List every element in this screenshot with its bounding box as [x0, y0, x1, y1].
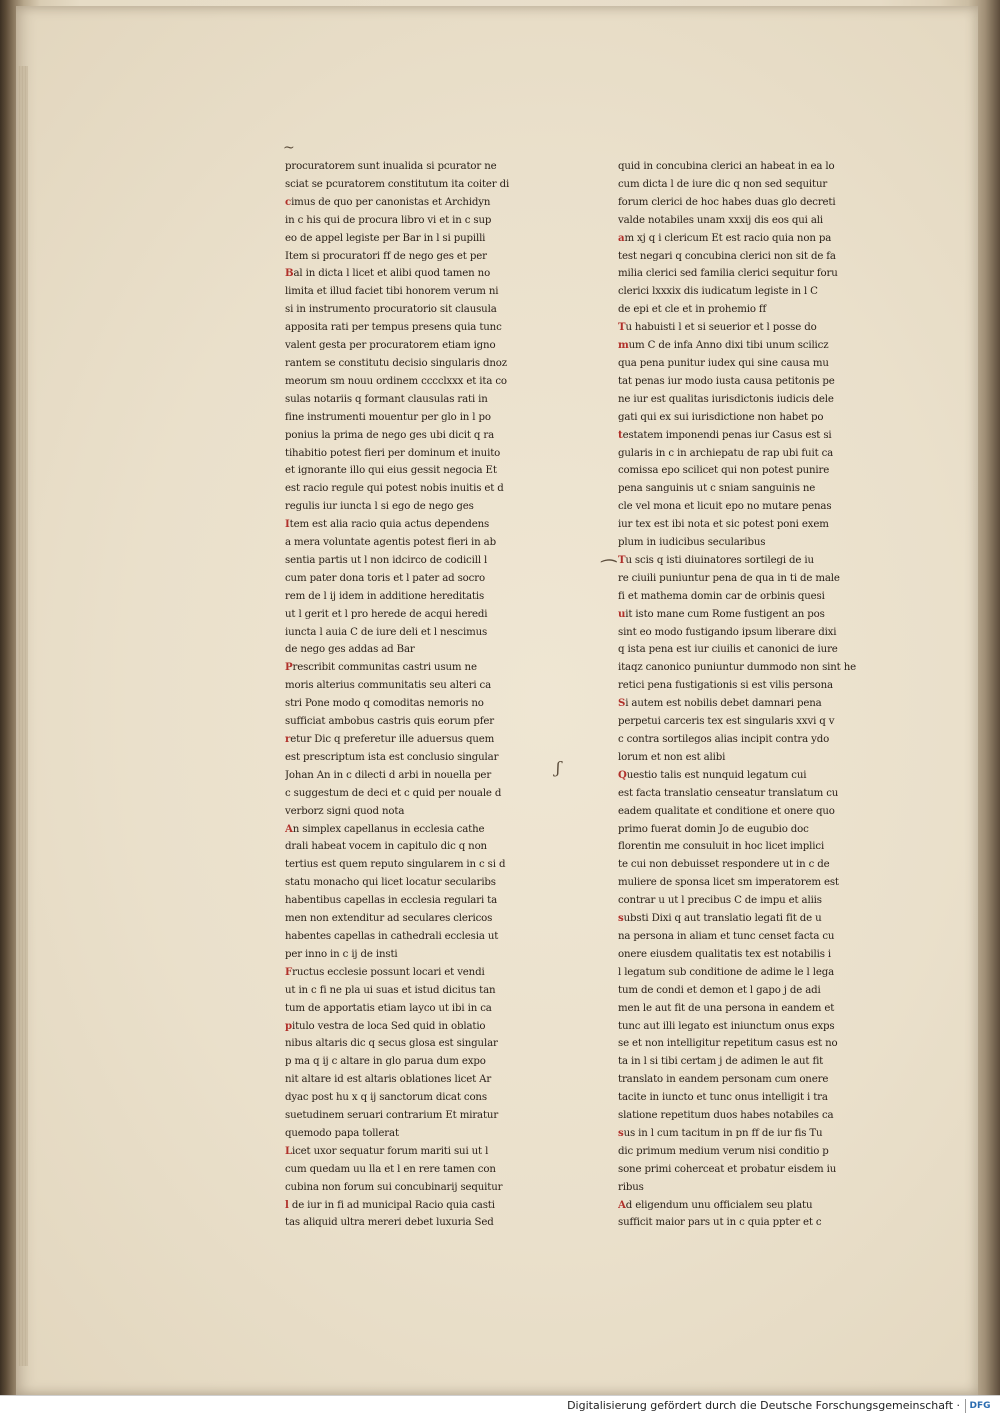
- text-line: retici pena fustigationis si est vilis persona: [618, 680, 833, 692]
- text-line: sus in l cum tacitum in pn ff de iur fis Tu: [618, 1126, 823, 1139]
- text-line: men non extenditur ad seculares clericos: [285, 913, 493, 925]
- text-line: habentes capellas in cathedrali ecclesia ut: [285, 930, 499, 942]
- text-line: nibus altaris dic q secus glosa est singular: [285, 1038, 498, 1050]
- rubric-initial: p: [285, 1019, 292, 1032]
- text-line: moris alterius communitatis seu alteri ca: [285, 680, 492, 692]
- text-line: eo de appel legiste per Bar in l si pupilli: [285, 232, 486, 244]
- text-line: pena sanguinis ut c sniam sanguinis ne: [618, 483, 816, 495]
- rubric-initial: S: [618, 697, 626, 710]
- text-line: in c his qui de procura libro vi et in c sup: [285, 214, 492, 226]
- text-line: regulis iur iuncta l si ego de nego ges: [285, 501, 474, 513]
- left-text-column: [285, 158, 547, 1232]
- rubric-initial: T: [618, 553, 626, 566]
- text-line: l de iur in fi ad municipal Racio quia casti: [285, 1198, 495, 1211]
- text-line: de nego ges addas ad Bar: [285, 644, 415, 656]
- rubric-initial: s: [618, 1126, 624, 1139]
- text-line: meorum sm nouu ordinem cccclxxx et ita co: [285, 375, 507, 387]
- text-line: habentibus capellas in ecclesia regulari ta: [285, 895, 498, 907]
- dfg-logo-text: DFG: [969, 1401, 991, 1411]
- text-line: testatem imponendi penas iur Casus est si: [618, 428, 832, 441]
- text-line: quid in concubina clerici an habeat in ea lo: [618, 161, 835, 172]
- text-line: Item si procuratori ff de nego ges et per: [285, 250, 487, 262]
- text-line: clerici lxxxix dis iudicatum legiste in l C: [618, 286, 818, 298]
- rubric-initial: t: [618, 428, 623, 441]
- rubric-initial: I: [285, 518, 290, 531]
- text-line: rem de l ij idem in additione hereditatis: [285, 590, 485, 602]
- text-line: limita et illud faciet tibi honorem verum ni: [285, 286, 499, 298]
- text-line: Si autem est nobilis debet damnari pena: [618, 697, 822, 710]
- text-line: fi et mathema domin car de orbinis quesi: [618, 590, 825, 602]
- text-line: est racio regule qui potest nobis inuitis et d: [285, 483, 504, 495]
- text-line: pitulo vestra de loca Sed quid in oblatio: [285, 1019, 486, 1032]
- text-line: tas aliquid ultra mereri debet luxuria Sed: [285, 1217, 494, 1229]
- text-line: Ad eligendum unu officialem seu platu: [618, 1198, 813, 1211]
- text-line: verborz signi quod nota: [285, 805, 405, 817]
- text-line: cum pater dona toris et l pater ad socro: [285, 572, 485, 584]
- text-line: iur tex est ibi nota et sic potest poni exem: [618, 519, 829, 531]
- rubric-initial: s: [618, 912, 624, 925]
- text-line: procuratorem sunt inualida si pcurator ne: [285, 161, 497, 172]
- text-line: per inno in c ij de insti: [285, 948, 398, 960]
- text-line: p ma q ij c altare in glo parua dum expo: [285, 1056, 486, 1068]
- text-line: tertius est quem reputo singularem in c si d: [285, 859, 506, 871]
- text-line: suetudinem seruari contrarium Et miratur: [285, 1110, 499, 1122]
- text-line: c suggestum de deci et c quid per nouale d: [285, 787, 502, 799]
- text-line: drali habeat vocem in capitulo dic q non: [285, 841, 487, 853]
- text-line: sulas notariis q formant clausulas rati in: [285, 393, 488, 405]
- text-line: gularis in c in archiepatu de rap ubi fuit ca: [618, 447, 834, 459]
- text-line: na persona in aliam et tunc censet facta cu: [618, 930, 835, 942]
- text-line: ta in l si tibi certam j de adimen le aut fit: [618, 1056, 824, 1068]
- rubric-initial: B: [285, 267, 294, 280]
- text-line: cimus de quo per canonistas et Archidyn: [285, 195, 491, 208]
- text-line: tum de apportatis etiam layco ut ibi in ca: [285, 1002, 492, 1014]
- marginal-pen-mark-right: ⁀: [598, 560, 613, 581]
- text-line: q ista pena est iur ciuilis et canonici de iure: [618, 644, 838, 656]
- text-line: cum dicta l de iure dic q non sed sequitur: [618, 178, 828, 190]
- rubric-initial: c: [285, 195, 292, 208]
- text-line: ponius la prima de nego ges ubi dicit q ra: [285, 429, 495, 441]
- text-line: et ignorante illo qui eius gessit negocia Et: [285, 465, 497, 477]
- rubric-initial: Q: [618, 768, 627, 781]
- text-line: muliere de sponsa licet sm imperatorem est: [618, 877, 839, 889]
- text-line: apposita rati per tempus presens quia tunc: [285, 322, 502, 334]
- text-line: a mera voluntate agentis potest fieri in ab: [285, 537, 496, 549]
- text-line: re ciuili puniuntur pena de qua in ti de male: [618, 572, 840, 584]
- text-line: milia clerici sed familia clerici sequitur foru: [618, 268, 838, 280]
- text-line: am xj q i clericum Et est racio quia non pa: [618, 231, 832, 244]
- text-line: cum quedam uu lla et l en rere tamen con: [285, 1163, 496, 1175]
- rubric-initial: A: [285, 822, 293, 835]
- text-line: retur Dic q preferetur ille aduersus quem: [285, 733, 495, 745]
- text-line: primo fuerat domin Jo de eugubio doc: [618, 823, 809, 835]
- text-line: iuncta l auia C de iure deli et l nescimus: [285, 626, 488, 638]
- text-line: sciat se pcuratorem constitutum ita coiter di: [285, 178, 510, 190]
- text-line: sentia partis ut l non idcirco de codicill l: [285, 554, 488, 566]
- rubric-initial: P: [285, 661, 293, 674]
- text-line: ut in c fi ne pla ui suas et istud dicitus tan: [285, 984, 496, 996]
- text-line: Prescribit communitas castri usum ne: [285, 661, 477, 674]
- text-line: comissa epo scilicet qui non potest punire: [618, 465, 830, 477]
- text-line: forum clerici de hoc habes duas glo decreti: [618, 196, 836, 208]
- text-line: onere eiusdem qualitatis tex est notabilis i: [618, 948, 832, 960]
- text-line: contrar u ut l precibus C de impu et aliis: [618, 895, 822, 907]
- page-edge-stack: [18, 66, 28, 1366]
- text-line: sone primi coherceat et probatur eisdem iu: [618, 1163, 837, 1175]
- text-line: plum in iudicibus secularibus: [618, 537, 766, 549]
- text-line: gati qui ex sui iurisdictione non habet po: [618, 411, 824, 423]
- text-line: translato in eandem personam cum onere: [618, 1074, 829, 1086]
- text-line: tihabitio potest fieri per dominum et inuito: [285, 447, 501, 459]
- rubric-initial: r: [285, 733, 291, 745]
- text-line: est facta translatio censeatur translatum cu: [618, 787, 839, 799]
- rubric-initial: a: [618, 231, 625, 244]
- text-line: Tu scis q isti diuinatores sortilegi de iu: [618, 553, 814, 566]
- rubric-initial: m: [618, 339, 629, 352]
- text-line: itaqz canonico puniuntur dummodo non sint he: [618, 662, 857, 674]
- text-line: lorum et non est alibi: [618, 751, 726, 763]
- footer-bar: [0, 1395, 1000, 1416]
- text-line: statu monacho qui licet locatur secularibs: [285, 877, 496, 889]
- text-line: Bal in dicta l licet et alibi quod tamen no: [285, 267, 491, 280]
- text-line: substi Dixi q aut translatio legati fit de u: [618, 912, 822, 925]
- text-line: cubina non forum sui concubinarij sequitur: [285, 1181, 503, 1193]
- text-line: Tu habuisti l et si seuerior et l posse do: [618, 321, 817, 334]
- text-line: Johan An in c dilecti d arbi in nouella per: [285, 769, 492, 781]
- dfg-logo: [965, 1399, 994, 1413]
- text-line: tum de condi et demon et l gapo j de adi: [618, 984, 821, 996]
- text-line: te cui non debuisset respondere ut in c de: [618, 859, 830, 871]
- text-line: cle vel mona et licuit epo no mutare penas: [618, 501, 832, 513]
- marginal-pen-mark-mid: ʃ: [556, 758, 561, 777]
- text-line: Fructus ecclesie possunt locari et vendi: [285, 965, 485, 978]
- text-line: sufficit maior pars ut in c quia ppter et c: [618, 1217, 822, 1229]
- text-line: slatione repetitum duos habes notabiles ca: [618, 1110, 834, 1122]
- text-line: stri Pone modo q comoditas nemoris no: [285, 698, 484, 710]
- text-line: Licet uxor sequatur forum mariti sui ut l: [285, 1144, 489, 1157]
- text-line: florentin me consuluit in hoc licet implici: [618, 841, 825, 853]
- text-line: quemodo papa tollerat: [285, 1127, 399, 1139]
- rubric-initial: u: [618, 607, 626, 620]
- text-line: perpetui carceris tex est singularis xxvi q v: [618, 716, 835, 728]
- text-line: tunc aut illi legato est iniunctum onus exps: [618, 1020, 835, 1032]
- text-line: tat penas iur modo iusta causa petitonis pe: [618, 375, 835, 387]
- text-line: l legatum sub conditione de adime le l lega: [618, 966, 834, 978]
- text-line: men le aut fit de una persona in eandem et: [618, 1002, 835, 1014]
- text-line: dic primum medium verum nisi conditio p: [618, 1145, 829, 1157]
- text-line: sint eo modo fustigando ipsum liberare dixi: [618, 626, 837, 638]
- text-line: de epi et cle et in prohemio ff: [618, 304, 767, 316]
- text-line: Item est alia racio quia actus dependens: [285, 518, 490, 531]
- text-line: valent gesta per procuratorem etiam igno: [285, 340, 496, 352]
- text-line: ne iur est qualitas iurisdictonis iudicis dele: [618, 393, 834, 405]
- text-line: uit isto mane cum Rome fustigent an pos: [618, 607, 825, 620]
- rubric-initial: T: [618, 321, 626, 334]
- right-text-column: [618, 158, 880, 1232]
- rubric-initial: L: [285, 1144, 293, 1157]
- text-line: eadem qualitate et conditione et onere quo: [618, 805, 835, 817]
- marginal-pen-mark: ~: [283, 140, 295, 156]
- text-line: ribus: [618, 1181, 644, 1193]
- rubric-initial: l: [285, 1198, 289, 1211]
- text-line: test negari q concubina clerici non sit de fa: [618, 250, 836, 262]
- text-line: est prescriptum ista est conclusio singular: [285, 751, 499, 763]
- text-line: se et non intelligitur repetitum casus est no: [618, 1038, 838, 1050]
- text-line: qua pena punitur iudex qui sine causa mu: [618, 357, 829, 369]
- rubric-initial: A: [618, 1198, 626, 1211]
- text-line: sufficiat ambobus castris quis eorum pfer: [285, 716, 494, 728]
- text-line: fine instrumenti mouentur per glo in l po: [285, 411, 491, 423]
- text-line: ut l gerit et l pro herede de acqui heredi: [285, 608, 488, 620]
- text-line: si in instrumento procuratorio sit clausula: [285, 304, 497, 316]
- text-line: nit altare id est altaris oblationes licet Ar: [285, 1074, 492, 1086]
- text-line: Questio talis est nunquid legatum cui: [618, 768, 807, 781]
- text-line: tacite in iuncto et tunc onus intelligit i tra: [618, 1092, 828, 1104]
- text-line: mum C de infa Anno dixi tibi unum scilicz: [618, 339, 829, 352]
- text-line: An simplex capellanus in ecclesia cathe: [285, 822, 485, 835]
- funding-notice: Digitalisierung gefördert durch die Deutsche Forschungsgemeinschaft ·: [567, 1399, 960, 1412]
- text-line: dyac post hu x q ij sanctorum dicat cons: [285, 1092, 487, 1104]
- text-line: rantem se constitutu decisio singularis dnoz: [285, 357, 507, 369]
- rubric-initial: F: [285, 965, 293, 978]
- text-line: c contra sortilegos alias incipit contra ydo: [618, 734, 830, 745]
- text-line: valde notabiles unam xxxij dis eos qui ali: [618, 214, 824, 226]
